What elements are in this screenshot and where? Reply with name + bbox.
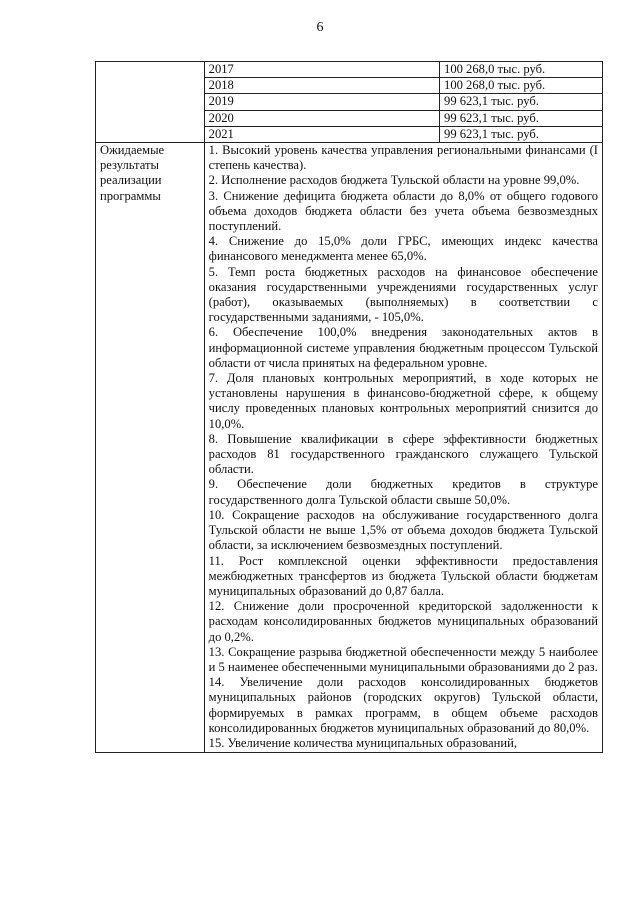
funding-year: 2018: [204, 78, 439, 94]
result-item-12: 12. Снижение доли просроченной кредиторской задолженности к расходам консолидированных бюджетов муниципальных образований до 0,2%.: [208, 599, 598, 644]
result-item-9: 9. Обеспечение доли бюджетных кредитов в структуре государственного долга Тульской области свыше 50,0%.: [208, 477, 598, 507]
result-item-5: 5. Темп роста бюджетных расходов на финансовое обеспечение оказания государственными учреждениями государственных услуг (работ), оказываемых (выполняемых) в соответствии с государственными заданиями, - 105,0%.: [208, 264, 598, 325]
funding-amount: 99 623,1 тыс. руб.: [440, 94, 603, 110]
funding-year: 2017: [204, 62, 439, 78]
funding-amount: 99 623,1 тыс. руб.: [440, 126, 603, 142]
result-item-2: 2. Исполнение расходов бюджета Тульской области на уровне 99,0%.: [208, 173, 580, 188]
result-item-3: 3. Снижение дефицита бюджета области до 8,0% от общего годового объема доходов бюджета области без учета объема безвозмездных поступлений.: [208, 188, 598, 234]
funding-row-2017: [96, 62, 603, 78]
result-item-8: 8. Повышение квалификации в сфере эффективности бюджетных расходов 81 государственного гражданского служащего Тульской области.: [208, 431, 598, 477]
results-content: [204, 143, 602, 753]
result-item-4: 4. Снижение до 15,0% доли ГРБС, имеющих индекс качества финансового менеджмента менее 65,0%.: [208, 234, 598, 264]
result-item-7: 7. Доля плановых контрольных мероприятий, в ходе которых не установлены нарушения в финансово-бюджетной сфере, к общему числу проведенных плановых контрольных мероприятий снизится до 10,0%.: [208, 371, 598, 431]
result-item-15: 15. Увеличение количества муниципальных образований,: [208, 735, 518, 750]
funding-year: 2019: [204, 94, 439, 110]
program-passport-table: [95, 61, 603, 753]
result-item-11: 11. Рост комплексной оценки эффективности предоставления межбюджетных трансфертов из бюджета Тульской области бюджетам муниципальных образований до 0,87 балла.: [208, 553, 598, 598]
results-row: [96, 143, 603, 753]
funding-year: 2021: [204, 126, 439, 142]
result-item-10: 10. Сокращение расходов на обслуживание государственного долга Тульской области не выше 1,5% от объема доходов бюджета Тульской области, за исключением безвозмездных поступлений.: [208, 507, 598, 553]
funding-amount: 99 623,1 тыс. руб.: [440, 110, 603, 126]
empty-label-cell: [96, 62, 205, 143]
page-number: 6: [316, 20, 324, 35]
funding-amount: 100 268,0 тыс. руб.: [440, 62, 603, 78]
funding-amount: 100 268,0 тыс. руб.: [440, 78, 603, 94]
result-item-14: 14. Увеличение доли расходов консолидированных бюджетов муниципальных районов (городских округов) Тульской области, формируемых в рамках программ, в общем объеме расходов консолидированных бюджетов муниципальных образований до 80,0%.: [208, 675, 598, 735]
result-item-13: 13. Сокращение разрыва бюджетной обеспеченности между 5 наиболее и 5 наименее обеспеченными муниципальными образованиями до 2 раз.: [208, 644, 598, 674]
results-label: Ожидаемые результаты реализации программы: [96, 143, 205, 753]
result-item-1: 1. Высокий уровень качества управления региональными финансами (I степень качества).: [208, 143, 598, 173]
funding-year: 2020: [204, 110, 439, 126]
result-item-6: 6. Обеспечение 100,0% внедрения законодательных актов в информационной системе управления бюджетным процессом Тульской области от числа принятых на федеральном уровне.: [208, 325, 598, 370]
